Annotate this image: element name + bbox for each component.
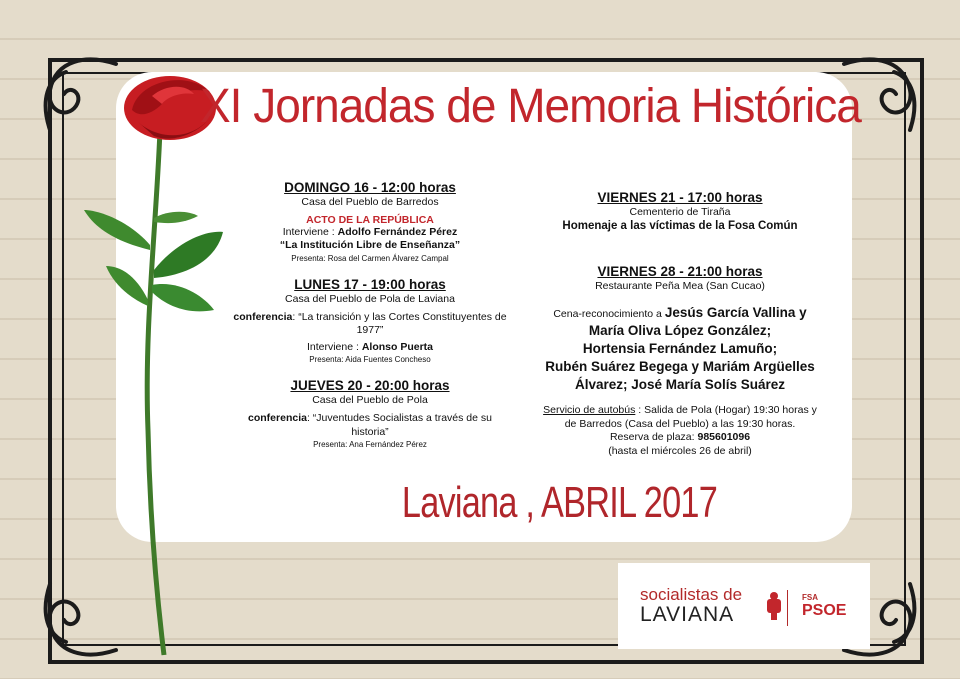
honoree-line: Rubén Suárez Begega y Mariám Argüelles: [545, 358, 815, 374]
bus-service-line: [520, 404, 840, 418]
honoree-line: Hortensia Fernández Lamuño;: [582, 340, 778, 356]
event-heading: VIERNES 28 - 21:00 horas: [597, 264, 763, 280]
speaker-prefix: Interviene :: [306, 340, 362, 353]
event-heading: VIERNES 21 - 17:00 horas: [597, 190, 763, 205]
event-heading: DOMINGO 16 - 12:00 horas: [284, 180, 456, 195]
logo-fsa: FSA: [802, 593, 818, 602]
cena-line: [520, 304, 840, 322]
conference-text: : “Juventudes Socialistas a través de su historia”: [306, 412, 492, 438]
honoree-line: Jesús García Vallina y: [664, 304, 807, 320]
speaker-prefix: Interviene :: [282, 226, 338, 238]
rose-icon: [78, 70, 238, 660]
reservation-deadline: (hasta el miércoles 26 de abril): [608, 444, 752, 457]
bus-service-text-2: de Barredos (Casa del Pueblo) a las 19:30 horas.: [564, 417, 796, 430]
bus-service-label: Servicio de autobús: [543, 403, 636, 416]
conference-label: conferencia: [233, 310, 293, 323]
event-jueves: [230, 378, 510, 449]
bus-service-text: : Salida de Pola (Hogar) 19:30 horas y: [635, 403, 817, 416]
event-heading: JUEVES 20 - 20:00 horas: [290, 378, 450, 394]
event-lunes: [230, 277, 510, 364]
event-presenter: Presenta: Rosa del Carmen Álvarez Campal: [291, 253, 449, 263]
event-place: Casa del Pueblo de Barredos: [301, 196, 439, 208]
reservation-phone: 985601096: [697, 431, 751, 444]
event-heading: LUNES 17 - 19:00 horas: [294, 276, 446, 292]
event-talk-title: “La Institución Libre de Enseñanza”: [279, 239, 461, 252]
logo-separator: [787, 590, 788, 626]
event-act-title: ACTO DE LA REPÚBLICA: [306, 214, 434, 226]
speaker-name: Alonso Puerta: [361, 340, 434, 353]
conference-text: : “La transición y las Cortes Constituyentes de 1977”: [292, 310, 507, 337]
cena-prefix: Cena-reconocimiento a: [553, 307, 665, 320]
honoree-line: María Oliva López González;: [588, 322, 772, 338]
event-domingo: [230, 180, 510, 263]
events-right-column: [520, 190, 840, 459]
event-presenter: Presenta: Ana Fernández Pérez: [313, 440, 427, 450]
reservation-prefix: Reserva de plaza:: [609, 431, 698, 444]
fist-rose-icon: [764, 591, 784, 621]
event-presenter: Presenta: Aida Fuentes Concheso: [309, 355, 431, 365]
logo-line-1: socialistas de: [640, 585, 743, 604]
page-title: XI Jornadas de Memoria Histórica: [200, 77, 861, 133]
event-conference-line: [230, 412, 510, 439]
honoree-line: Álvarez; José María Solís Suárez: [574, 376, 786, 392]
event-conference-line: [230, 311, 510, 338]
event-place: Casa del Pueblo de Pola de Laviana: [285, 292, 455, 305]
event-place: Casa del Pueblo de Pola: [312, 394, 428, 407]
event-speaker-line: [230, 226, 510, 239]
reservation-line: [520, 431, 840, 445]
event-description: Homenaje a las víctimas de la Fosa Común: [562, 220, 798, 233]
event-speaker-line: [230, 341, 510, 354]
events-left-column: [230, 180, 510, 449]
event-viernes-21: [520, 190, 840, 234]
event-place: Restaurante Peña Mea (San Cucao): [595, 280, 765, 293]
speaker-name: Adolfo Fernández Pérez: [337, 226, 458, 238]
event-viernes-28: [520, 264, 840, 458]
footer-date: Laviana , ABRIL 2017: [401, 478, 718, 527]
logo-psoe: PSOE: [802, 602, 847, 619]
conference-label: conferencia: [248, 412, 307, 425]
event-place: Cementerio de Tiraña: [629, 206, 731, 218]
logo-line-2: LAVIANA: [640, 603, 735, 626]
